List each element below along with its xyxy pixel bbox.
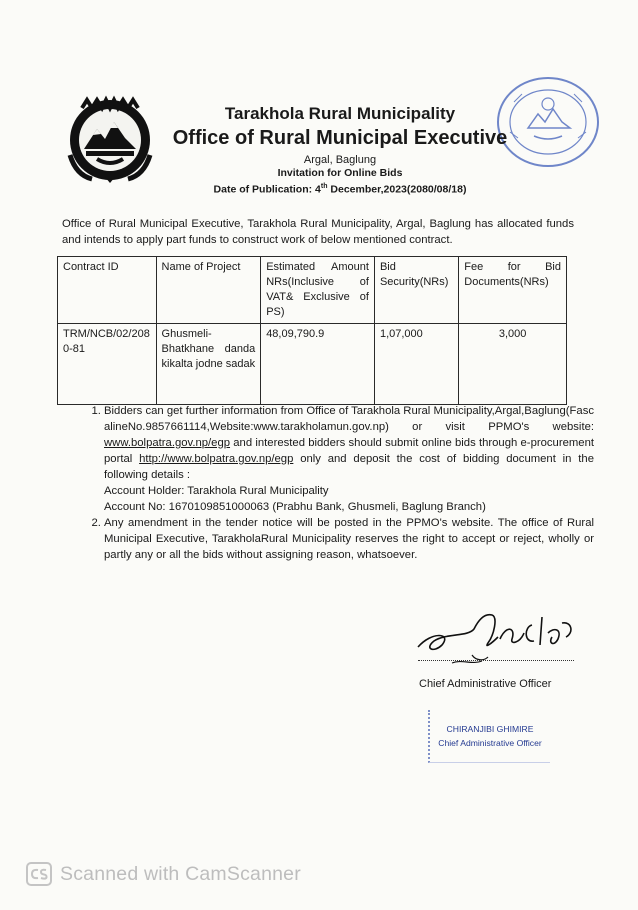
column-header-project-name: Name of Project [156, 257, 261, 324]
publication-date [150, 180, 530, 197]
nepal-emblem-icon [64, 93, 156, 185]
office-location: Argal, Baglung [303, 154, 377, 166]
account-number: Account No: 1670109851000063 (Prabhu Bank, Ghusmeli, Baglung Branch) [104, 501, 486, 513]
cell-document-fee: 3,000 [459, 324, 567, 405]
ppmo-website-link[interactable]: www.bolpatra.gov.np/egp [104, 437, 231, 449]
table-row [58, 324, 567, 405]
signatory-title: Chief Administrative Officer [419, 678, 552, 690]
point-1-text-b: and interested bidders should submit online bids through e-procurement portal [104, 437, 594, 465]
table-header-row [58, 257, 567, 324]
list-item [104, 403, 594, 515]
letterhead [150, 104, 530, 197]
contract-table [57, 256, 567, 405]
publication-date-ordinal: th [320, 183, 328, 190]
scanner-watermark [26, 861, 301, 887]
cell-project-name: Ghusmeli-Bhatkhane danda kikalta jodne sadak [156, 324, 261, 405]
cell-contract-id: TRM/NCB/02/2080-81 [58, 324, 157, 405]
notice-title: Invitation for Online Bids [277, 167, 403, 179]
signature-line [418, 660, 574, 661]
column-header-estimated-amount: Estimated Amount NRs(Inclusive of VAT& Exclusive of PS) [261, 257, 375, 324]
column-header-document-fee: Fee for Bid Documents(NRs) [459, 257, 567, 324]
publication-date-prefix: Date of Publication: 4 [213, 183, 321, 196]
publication-date-suffix: December,2023(2080/08/18) [327, 183, 467, 196]
intro-paragraph: Office of Rural Municipal Executive, Tarakhola Rural Municipality, Argal, Baglung has allocated funds and intends to apply part funds to construct work of below mentioned contract. [62, 218, 574, 246]
account-holder: Account Holder: Tarakhola Rural Municipality [104, 485, 329, 497]
e-procurement-portal-link[interactable]: http://www.bolpatra.gov.np/egp [139, 453, 294, 465]
terms-list [84, 403, 594, 563]
handwritten-signature [412, 603, 582, 673]
point-1-text-a: Bidders can get further information from Office of Tarakhola Rural Municipality,Argal,Baglung(FascalineNo.9857661114,Website:www.tarakholamun.gov.np) or visit PPMO's website: [104, 405, 594, 433]
municipality-name: Tarakhola Rural Municipality [224, 104, 456, 123]
point-1-text-c: only and deposit the cost of bidding document in the following details : [104, 453, 594, 481]
cell-estimated-amount: 48,09,790.9 [261, 324, 375, 405]
stamp-title: Chief Administrative Officer [438, 738, 542, 748]
office-name: Office of Rural Municipal Executive [172, 127, 508, 149]
column-header-bid-security: Bid Security(NRs) [374, 257, 458, 324]
watermark-text: Scanned with CamScanner [60, 862, 301, 885]
cell-bid-security: 1,07,000 [374, 324, 458, 405]
camscanner-logo-icon [26, 862, 52, 886]
column-header-contract-id: Contract ID [58, 257, 157, 324]
official-stamp [428, 710, 550, 763]
stamp-name: CHIRANJIBI GHIMIRE [446, 724, 534, 734]
list-item: 2. Any amendment in the tender notice will be posted in the PPMO's website. The office of Rural Municipal Executive, TarakholaRural Municipality reserves the right to accept or reject, wholly or partly any or all the bids without assigning reason, whatsoever. [104, 515, 594, 563]
